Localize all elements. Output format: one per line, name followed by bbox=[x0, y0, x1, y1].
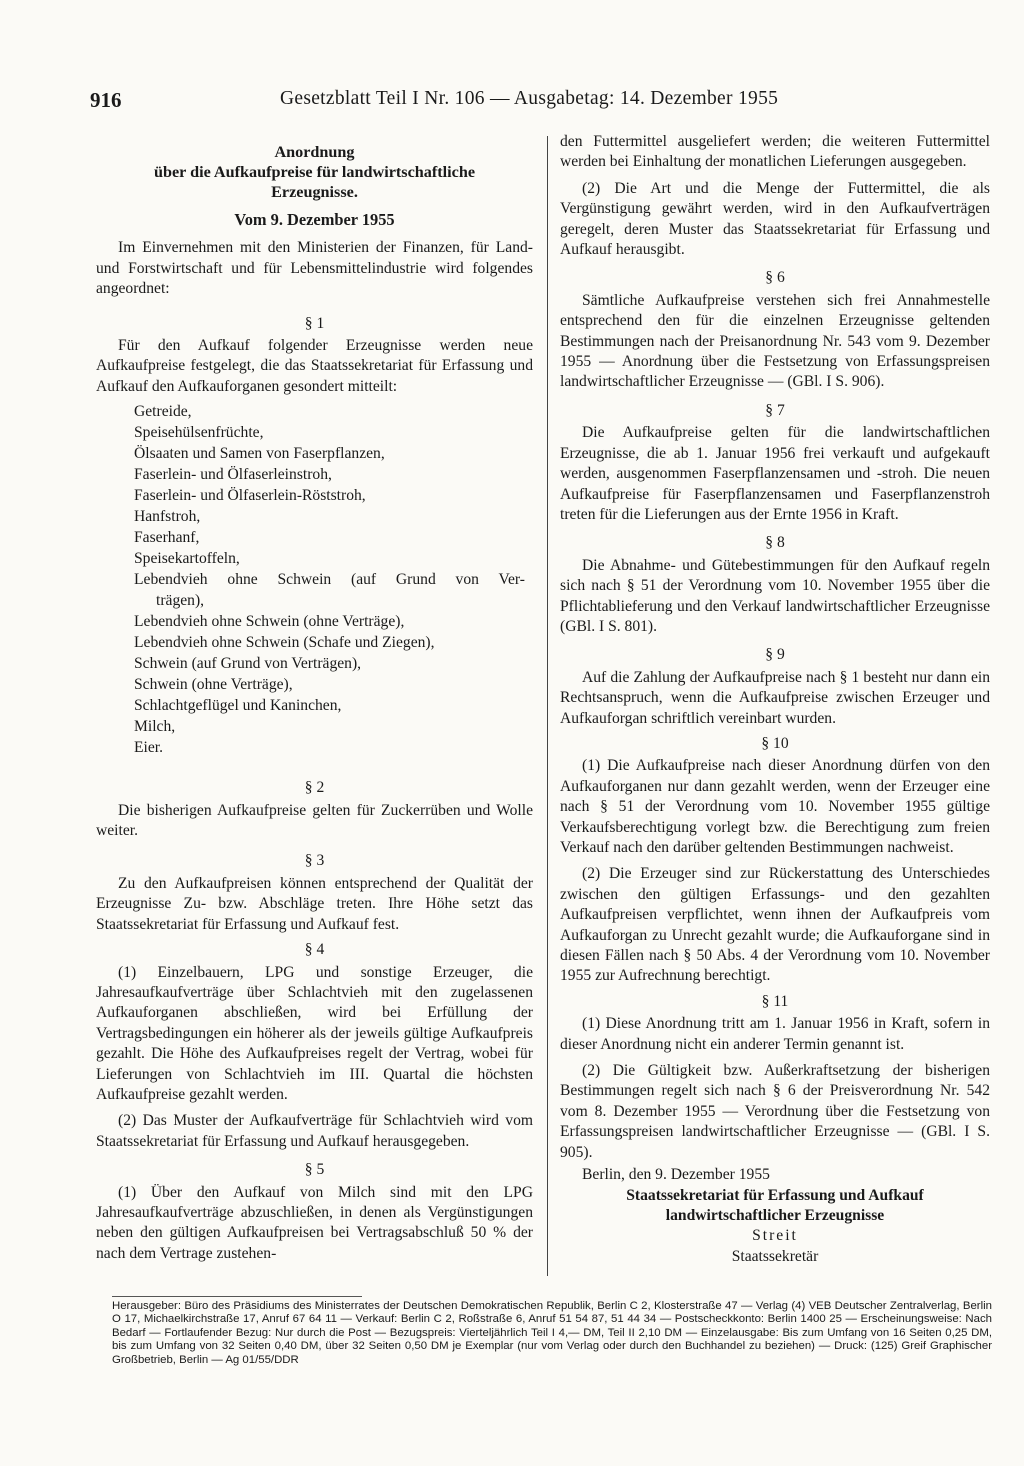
page-header bbox=[90, 86, 990, 120]
list-item: Schlachtgeflügel und Kaninchen, bbox=[134, 697, 342, 715]
section-6-text: Sämtliche Aufkaufpreise verstehen sich frei Annahmestelle entsprechend den für die einzelnen Erzeugnisse geltenden Bestimmungen nach der Preisanordnung Nr. 543 vom 9. Dezember 1955 — Anordnung über die Festsetzung von Erfassungspreisen landwirtschaftlicher Erzeugnisse — (GBl. I S. 906). bbox=[560, 291, 990, 391]
section-1-heading: § 1 bbox=[304, 314, 325, 332]
imprint-footer bbox=[112, 1300, 992, 1367]
signatory-name: Streit bbox=[752, 1227, 798, 1245]
running-title: Gesetzblatt Teil I Nr. 106 — Ausgabetag: 14. Dezember 1955 bbox=[280, 88, 779, 109]
section-8-heading: § 8 bbox=[765, 534, 785, 552]
list-item: Faserlein- und Ölfaserlein-Röststroh, bbox=[134, 487, 366, 505]
footer-rule bbox=[112, 1296, 362, 1297]
section-4-heading: § 4 bbox=[304, 941, 325, 959]
list-item: Ölsaaten und Samen von Faserpflanzen, bbox=[134, 445, 385, 463]
section-10-heading: § 10 bbox=[761, 734, 789, 752]
list-item: Eier. bbox=[134, 739, 164, 757]
section-9-text: Auf die Zahlung der Aufkaufpreise nach § 1 besteht nur dann ein Rechtsanspruch, wenn die Aufkaufpreise zwischen Erzeuger und Aufkauforgan schriftlich vereinbart wurden. bbox=[560, 668, 990, 727]
decree-title-line2: über die Aufkaufpreise für landwirtschaftliche bbox=[153, 163, 476, 181]
list-item: Hanfstroh, bbox=[134, 508, 201, 526]
issuing-authority-line2: landwirtschaftlicher Erzeugnisse bbox=[665, 1206, 885, 1224]
section-4-paragraph-1: (1) Einzelbauern, LPG und sonstige Erzeuger, die Jahresaufkaufverträge über Schlachtvieh mit den zugelassenen Aufkauforganen abschließen, wird bei Erfüllung der Vertragsbedingungen ein höherer als der jeweils gültige Aufkaufpreis gezahlt. Die Höhe des Aufkaufpreises regelt der Vertrag, wobei für Lieferungen von Schlachtvieh im III. Quartal die höchsten Aufkaufpreise gezahlt werden. bbox=[96, 963, 533, 1103]
section-3-heading: § 3 bbox=[304, 852, 325, 870]
right-column bbox=[560, 132, 990, 1267]
list-item: Lebendvieh ohne Schwein (auf Grund von Ver- bbox=[134, 571, 525, 589]
list-item: Getreide, bbox=[134, 403, 192, 421]
imprint-text: Herausgeber: Büro des Präsidiums des Ministerrates der Deutschen Demokratischen Republik, Berlin C 2, Klosterstraße 47 — Verlag (4) VEB Deutscher Zentralverlag, Berlin O 17, Michaelkirchstraße 17, Anruf 67 64 11 — Verkauf: Berlin C 2, Roßstraße 6, Anruf 51 54 87, 51 44 34 — Postscheckkonto: Berlin 1400 25 — Erscheinungsweise: Nach Bedarf — Fortlaufender Bezug: Nur durch die Post — Bezugspreis: Vierteljährlich Teil I 4,— DM, Teil II 2,10 DM — Einzelausgabe: Bis zum Umfang von 16 Seiten 0,25 DM, bis zum Umfang von 32 Seiten 0,40 DM, über 32 Seiten 0,50 DM je Exemplar (nur vom Verlag oder durch den Buchhandel zu beziehen) — Druck: (125) Greif Graphischer Großbetrieb, Berlin — Ag 01/55/DDR bbox=[112, 1300, 992, 1366]
list-item: Milch, bbox=[134, 718, 176, 736]
list-item: Speisehülsenfrüchte, bbox=[134, 424, 264, 442]
decree-date: Vom 9. Dezember 1955 bbox=[234, 210, 395, 229]
section-10-paragraph-1: (1) Die Aufkaufpreise nach dieser Anordnung dürfen von den Aufkauforganen nur dann gezahlt werden, wenn der Erzeuger eine nach § 51 der Verordnung vom 10. November 1955 gültige Verkaufsberechtigung vorlegt bzw. die Berechtigung zum freien Verkauf nach den darüber geltenden Bestimmungen nachweist. bbox=[560, 757, 990, 856]
decree-title-line3: Erzeugnisse. bbox=[271, 183, 358, 201]
section-11-paragraph-2: (2) Die Gültigkeit bzw. Außerkraftsetzung der bisherigen Bestimmungen regelt sich nach § 6 der Preisverordnung Nr. 542 vom 8. Dezember 1955 — Verordnung über die Festsetzung von Erfassungspreisen landwirtschaftlicher Erzeugnisse — (GBl. I S. 905). bbox=[560, 1062, 990, 1161]
column-divider bbox=[547, 136, 548, 1276]
section-6-heading: § 6 bbox=[765, 269, 785, 287]
list-item: Lebendvieh ohne Schwein (Schafe und Ziegen), bbox=[134, 634, 435, 652]
list-item: Faserlein- und Ölfaserleinstroh, bbox=[134, 466, 332, 484]
section-4-paragraph-2: (2) Das Muster der Aufkaufverträge für Schlachtvieh wird vom Staatssekretariat für Erfassung und Aufkauf herausgegeben. bbox=[96, 1112, 533, 1150]
section-10-paragraph-2: (2) Die Erzeuger sind zur Rückerstattung des Unterschiedes zwischen den gültigen Erfassungs- und den gezahlten Aufkaufpreisen verpflichtet, wenn ihnen der Aufkaufpreis vom Aufkauforgan zu Unrecht gezahlt wurde; die Aufkauforgane sind in diesen Fällen nach § 50 Abs. 4 der Verordnung vom 10. November 1955 zur Aufrechnung berechtigt. bbox=[560, 865, 990, 985]
section-2-heading: § 2 bbox=[304, 779, 325, 797]
place-and-date: Berlin, den 9. Dezember 1955 bbox=[582, 1166, 770, 1184]
section-5-paragraph-2: (2) Die Art und die Menge der Futtermittel, die als Vergünstigung gewährt werden, wird in den Aufkaufverträgen geregelt, deren Muster das Staatssekretariat für Erfassung und Aufkauf herausgibt. bbox=[560, 179, 990, 259]
list-item: Schwein (ohne Verträge), bbox=[134, 676, 293, 694]
list-item-continuation bbox=[134, 590, 525, 611]
list-item: Faserhanf, bbox=[134, 529, 200, 547]
issuing-authority-line1: Staatssekretariat für Erfassung und Aufkauf bbox=[626, 1186, 924, 1204]
product-list bbox=[96, 401, 533, 758]
left-column bbox=[96, 142, 533, 1264]
section-7-text: Die Aufkaufpreise gelten für die landwirtschaftlichen Erzeugnisse, die ab 1. Januar 1956 frei verkauft und aufgekauft werden, ausgenommen Faserpflanzensamen und -stroh. Die neuen Aufkaufpreise für Faserpflanzensamen und Faserpflanzenstroh treten für die Lieferungen aus der Ernte 1956 in Kraft. bbox=[560, 424, 990, 523]
section-3-text: Zu den Aufkaufpreisen können entsprechend der Qualität der Erzeugnisse Zu- bzw. Abschläge treten. Ihre Höhe setzt das Staatssekretariat für Erfassung und Aufkauf fest. bbox=[96, 874, 533, 933]
section-5-paragraph-1: (1) Über den Aufkauf von Milch sind mit den LPG Jahresaufkaufverträge abzuschließen, in denen als Vergünstigungen neben den gültigen Aufkaufpreisen bei Vertragsabschluß 50 % der nach dem Vertrage zustehen- bbox=[96, 1183, 533, 1262]
list-item-continuation-text: trägen), bbox=[156, 592, 205, 610]
preamble: Im Einvernehmen mit den Ministerien der Finanzen, für Land- und Forstwirtschaft und für Lebensmittelindustrie wird folgendes angeordnet: bbox=[96, 239, 533, 298]
section-5-continuation: den Futtermittel ausgeliefert werden; die weiteren Futtermittel werden bei Einhaltung der monatlichen Lieferungen ausgegeben. bbox=[560, 133, 990, 171]
list-item: Schwein (auf Grund von Verträgen), bbox=[134, 655, 362, 673]
signatory-role: Staatssekretär bbox=[731, 1247, 819, 1265]
decree-title-line1: Anordnung bbox=[274, 143, 355, 161]
page-number: 916 bbox=[90, 88, 122, 112]
section-5-heading: § 5 bbox=[304, 1161, 325, 1179]
section-11-heading: § 11 bbox=[761, 992, 789, 1010]
list-item: Lebendvieh ohne Schwein (ohne Verträge), bbox=[134, 613, 405, 631]
section-8-text: Die Abnahme- und Gütebestimmungen für den Aufkauf regeln sich nach § 51 der Verordnung vom 10. November 1955 über die Pflichtablieferung und den Verkauf landwirtschaftlicher Erzeugnisse (GBl. I S. 801). bbox=[560, 556, 990, 635]
section-7-heading: § 7 bbox=[765, 401, 785, 419]
section-9-heading: § 9 bbox=[765, 646, 785, 664]
section-11-paragraph-1: (1) Diese Anordnung tritt am 1. Januar 1956 in Kraft, sofern in dieser Anordnung nicht ein anderer Termin genannt ist. bbox=[560, 1015, 990, 1053]
list-item: Speisekartoffeln, bbox=[134, 550, 240, 568]
section-2-text: Die bisherigen Aufkaufpreise gelten für Zuckerrüben und Wolle weiter. bbox=[96, 801, 533, 840]
section-1-text: Für den Aufkauf folgender Erzeugnisse werden neue Aufkaufpreise festgelegt, die das Staatssekretariat für Erfassung und Aufkauf den Aufkauforganen gesondert mitteilt: bbox=[96, 337, 533, 395]
